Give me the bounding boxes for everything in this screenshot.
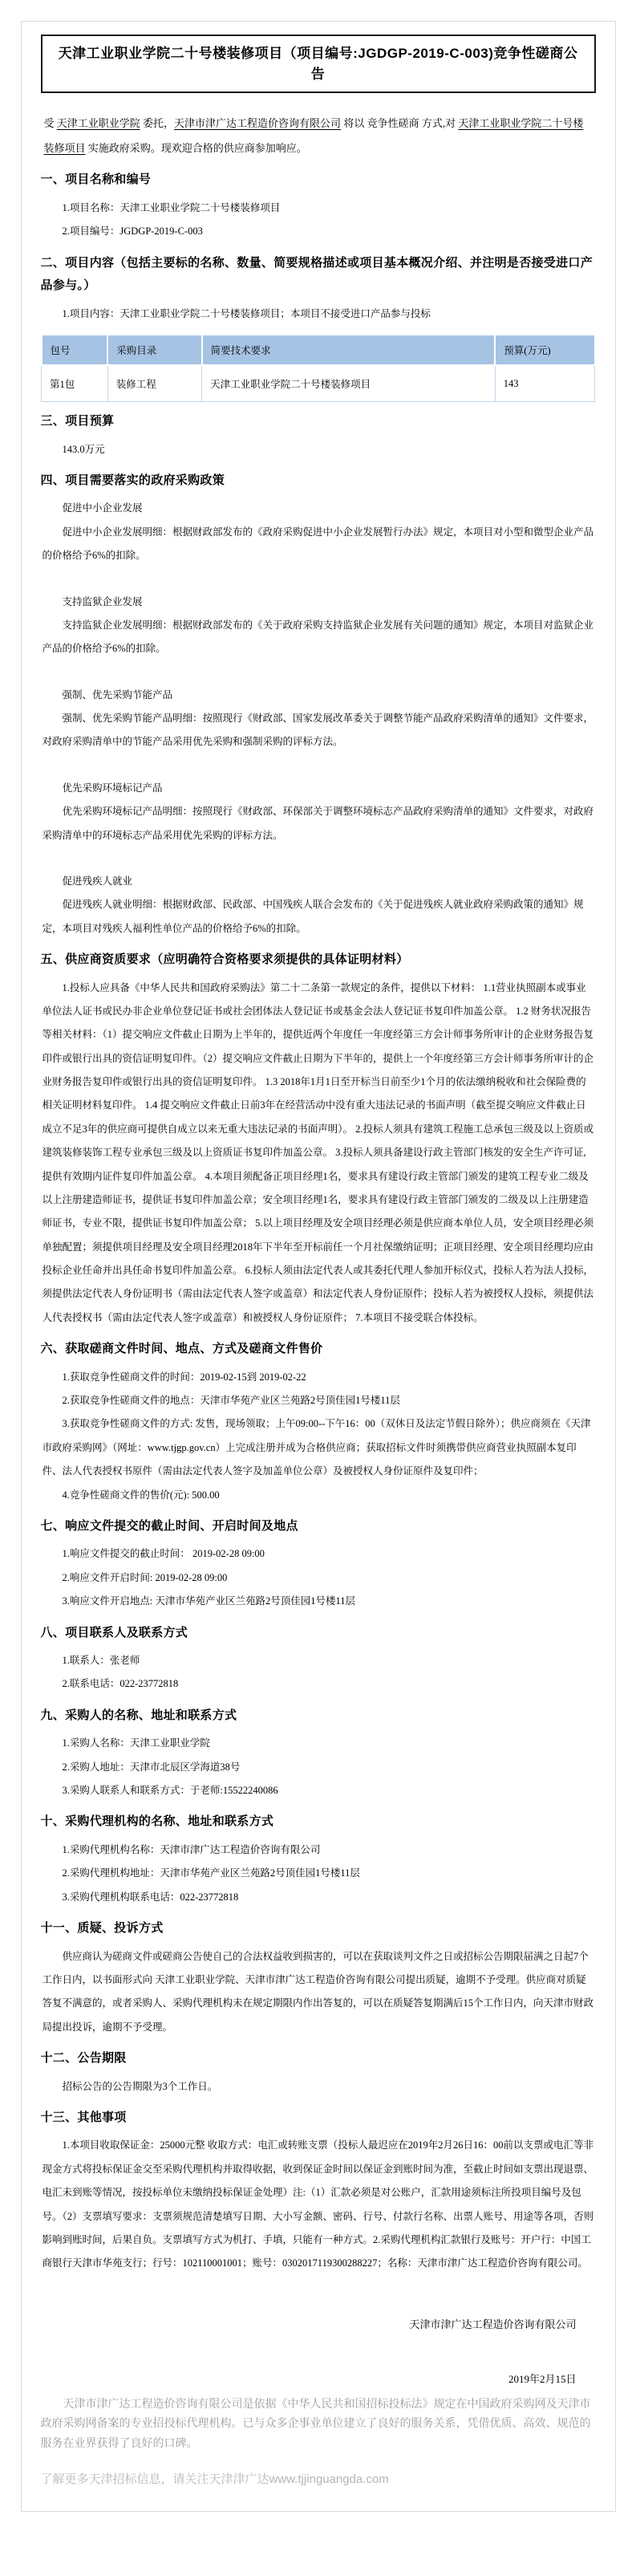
intro-text-1: 受 [43, 117, 57, 129]
paragraph: 1.本项目收取保证金：25000元整 收取方式：电汇或转账支票（投标人最迟应在2019年2月26日16：00前以支票或电汇等非现金方式将投标保证金交至采购代理机构并取得收据，收到保证金时间以保证金到账时间为准，至截止时间如支票出现退票、电汇未到账等情况，按投标单位未缴纳投标保证金处理）注:（1）汇款必须是对公账户，汇款用途须标注所投项目编号及包号。（2）支票填写要求：支票须规范清楚填写日期、大小写金额、密码、行号、付款行名称、出票人账号、用途等各项，否则影响到账时间，后果自负。支票填写方式为机打、手填，只能有一种方式。2.采购代理机构汇款银行及账号：开户行：中国工商银行天津市华苑支行；行号：102110001001；账号：0302017119300288227；名称：天津市津广达工程造价咨询有限公司。 [42, 2139, 594, 2269]
intro-text-2: 委托， [140, 117, 175, 129]
section-heading: 一、项目名称和编号 [40, 173, 152, 187]
paragraph: 招标公告的公告期限为3个工作日。 [62, 2080, 218, 2092]
section-purchaser-info [41, 1704, 596, 1803]
paragraph: 2.采购代理机构地址：天津市华苑产业区兰苑路2号顶佳园1号楼11层 [62, 1867, 360, 1879]
cell-requirements: 天津工业职业学院二十号楼装修项目 [202, 365, 496, 402]
paragraph: 1.联系人：张老师 [62, 1655, 140, 1666]
purchaser-name-underlined: 天津工业职业学院 [56, 117, 140, 129]
intro-paragraph [44, 111, 593, 160]
section-agency-info [41, 1810, 596, 1909]
cell-package: 第1包 [42, 365, 108, 402]
spacer [41, 661, 596, 684]
section-heading: 十二、公告期限 [40, 2051, 127, 2065]
intro-text-4: 实施政府采购。现欢迎合格的供应商参加响应。 [85, 142, 307, 155]
signature-agency: 天津市津广达工程造价咨询有限公司 [409, 2318, 577, 2330]
paragraph: 2.联系电话：022-23772818 [62, 1678, 179, 1690]
section-heading: 十、采购代理机构的名称、地址和联系方式 [40, 1814, 274, 1829]
section-announcement-period [41, 2047, 596, 2099]
paragraph: 1.项目名称：天津工业职业学院二十号楼装修项目 [62, 201, 281, 213]
section-heading: 四、项目需要落实的政府采购政策 [40, 473, 225, 487]
page-title: 天津工业职业学院二十号楼装修项目（项目编号:JGDGP-2019-C-003)竞争性磋商公告 [41, 35, 596, 93]
policy-name: 支持监狱企业发展 [62, 595, 143, 607]
section-budget [41, 410, 596, 461]
policy-name: 促进残疾人就业 [62, 875, 133, 887]
section-other-matters [41, 2107, 596, 2276]
signature-date: 2019年2月15日 [508, 2372, 577, 2385]
section-project-name [41, 169, 596, 243]
section-heading: 十三、其他事项 [40, 2110, 127, 2124]
col-header-budget: 预算(万元) [495, 335, 594, 365]
intro-text-3: 将以 竞争性磋商 方式,对 [341, 117, 459, 129]
paragraph: 3.采购代理机构联系电话：022-23772818 [62, 1891, 239, 1903]
section-project-content [41, 252, 596, 402]
section-supplier-qualifications [41, 949, 596, 1330]
policy-name: 促进中小企业发展 [62, 502, 143, 514]
section-heading: 六、获取磋商文件时间、地点、方式及磋商文件售价 [40, 1342, 323, 1356]
paragraph: 2.项目编号：JGDGP-2019-C-003 [62, 226, 203, 238]
paragraph: 1.采购代理机构名称：天津市津广达工程造价咨询有限公司 [62, 1843, 321, 1855]
col-header-package: 包号 [42, 335, 108, 365]
section-response-deadline [41, 1515, 596, 1614]
section-heading: 七、响应文件提交的截止时间、开启时间及地点 [40, 1518, 298, 1533]
section-heading: 九、采购人的名称、地址和联系方式 [40, 1708, 237, 1722]
paragraph: 143.0万元 [62, 443, 105, 455]
paragraph: 3.采购人联系人和联系方式：于老师:15522240086 [62, 1785, 278, 1796]
section-heading: 五、供应商资质要求（应明确符合资格要求须提供的具体证明材料） [40, 953, 409, 966]
announcement-document [21, 21, 616, 2512]
paragraph: 2.获取竞争性磋商文件的地点：天津市华苑产业区兰苑路2号顶佳园1号楼11层 [62, 1395, 400, 1406]
project-name-underlined: 天津工业职业学院二十号楼装修项目 [43, 117, 584, 155]
spacer [41, 754, 596, 777]
policy-detail: 促进中小企业发展明细：根据财政部发布的《政府采购促进中小企业发展暂行办法》规定，本项目对小型和微型企业产品的价格给予6%的扣除。 [42, 526, 594, 562]
agency-name-underlined: 天津市津广达工程造价咨询有限公司 [174, 117, 342, 129]
paragraph: 1.采购人名称：天津工业职业学院 [62, 1737, 210, 1749]
policy-name: 优先采购环境标记产品 [62, 782, 163, 794]
cell-budget: 143 [495, 365, 594, 402]
paragraph: 1.项目内容：天津工业职业学院二十号楼装修项目；本项目不接受进口产品参与投标 [62, 307, 431, 319]
paragraph: 2.采购人地址：天津市北辰区学海道38号 [62, 1761, 241, 1773]
spacer [41, 568, 596, 591]
table-header-row [42, 335, 595, 365]
paragraph: 1.投标人应具备《中华人民共和国政府采购法》第二十二条第一款规定的条件，提供以下材料： 1.1营业执照副本或事业单位法人证书或民办非企业单位登记证书或社会团体法人登记证书或基金会法人登记证书复印件加盖公章。 1.2 财务状况报告等相关材料：（1）提交响应文件截止日期为上半年的，提供近两个年度任一年度经第三方会计师事务所审计的企业财务报告复印件或银行出具的资信证明复印件。（2）提交响应文件截止日期为下半年的，提供上一个年度经第三方会计师事务所审计的企业财务报告复印件或银行出具的资信证明复印件。 1.3 2018年1月1日至开标当日前至少1个月的依法缴纳税收和社会保险费的相关证明材料复印件。 1.4 提交响应文件截止日前3年在经营活动中没有重大违法记录的书面声明（截至提交响应文件截止日成立不足3年的供应商可提供自成立以来无重大违法记录的书面声明）。 2.投标人须具有建筑工程施工总承包三级及以上资质或建筑装修装饰工程专业承包三级及以上资质证书复印件加盖公章。 3.投标人须具备建设行政主管部门核发的安全生产许可证, 提供有效期内证件复印件加盖公章。 4.本项目须配备正项目经理1名，要求具有建设行政主管部门颁发的建筑工程专业二级及以上注册建造师证书，提供证书复印件加盖公章；安全项目经理1名，要求具有建设行政主管部门颁发的二级及以上注册建造师证书，专业不限，提供证书复印件加盖公章； 5.以上项目经理及安全项目经理必须是供应商本单位人员，安全项目经理必须单独配置；须提供项目经理及安全项目经理2018年下半年至开标前任一个月社保缴纳证明；正项目经理、安全项目经理均应由投标企业任命并出具任命书复印件加盖公章。 6.投标人须由法定代表人或其委托代理人参加开标仪式，投标人若为法人投标，须提供法定代表人身份证明书（需由法定代表人签字或盖章）和法定代表人身份证原件；投标人若为被授权人投标，须提供法人代表授权书（需由法定代表人签字或盖章）和被授权人身份证原件； 7.本项目不接受联合体投标。 [42, 981, 594, 1323]
section-inquiry-complaint [41, 1917, 596, 2039]
paragraph: 4.竞争性磋商文件的售价(元): 500.00 [62, 1489, 220, 1501]
policy-detail: 促进残疾人就业明细：根据财政部、民政部、中国残疾人联合会发布的《关于促进残疾人就业政府采购政策的通知》规定，本项目对残疾人福利性单位产品的价格给予6%的扣除。 [42, 899, 584, 934]
paragraph: 3.响应文件开启地点: 天津市华苑产业区兰苑路2号顶佳园1号楼11层 [62, 1595, 356, 1607]
policy-detail: 优先采购环境标记产品明细：按照现行《财政部、环保部关于调整环境标志产品政府采购清单的通知》文件要求，对政府采购清单中的环境标志产品采用优先采购的评标方法。 [42, 806, 594, 841]
section-heading: 二、项目内容（包括主要标的名称、数量、简要规格描述或项目基本概况介绍、并注明是否接受进口产品参与。） [40, 255, 593, 293]
package-table [41, 334, 596, 402]
paragraph: 1.获取竞争性磋商文件的时间：2019-02-15到 2019-02-22 [62, 1371, 306, 1383]
section-document-acquisition [41, 1338, 596, 1507]
paragraph: 3.获取竞争性磋商文件的方式: 发售，现场领取；上午09:00--下午16：00（双休日及法定节假日除外）；供应商须在《天津市政府采购网》（网址：www.tjgp.gov.cn）上完成注册并成为合格供应商；获取招标文件时须携带供应商营业执照副本复印件、法人代表授权书原件（需由法定代表人签字及加盖单位公章）及被授权人身份证原件及复印件； [42, 1418, 591, 1477]
section-heading: 三、项目预算 [40, 414, 115, 428]
paragraph: 2.响应文件开启时间: 2019-02-28 09:00 [62, 1571, 228, 1583]
cell-catalog: 装修工程 [107, 365, 201, 402]
table-row [42, 365, 595, 402]
col-header-catalog: 采购目录 [107, 335, 201, 365]
section-heading: 十一、质疑、投诉方式 [40, 1921, 164, 1935]
paragraph: 供应商认为磋商文件或磋商公告使自己的合法权益收到损害的，可以在获取谈判文件之日或招标公告期限届满之日起7个工作日内，以书面形式向 天津工业职业学院、天津市津广达工程造价咨询有限公司提出质疑，逾期不予受理。供应商对质疑答复不满意的，或者采购人、采购代理机构未在规定期限内作出答复的，可以在质疑答复期满后15个工作日内，向天津市财政局提出投诉，逾期不予受理。 [42, 1950, 594, 2033]
section-procurement-policies [41, 469, 596, 941]
policy-detail: 强制、优先采购节能产品明细：按照现行《财政部、国家发展改革委关于调整节能产品政府采购清单的通知》文件要求，对政府采购清单中的节能产品采用优先采购和强制采购的评标方法。 [42, 713, 594, 748]
agency-about-text: 天津市津广达工程造价咨询有限公司是依据《中华人民共和国招标投标法》规定在中国政府采购网及天津市政府采购网备案的专业招投标代理机构。已与众多企事业单位建立了良好的服务关系，凭借优质、高效、规范的服务在业界获得了良好的口碑。 [40, 2396, 591, 2449]
policy-detail: 支持监狱企业发展明细：根据财政部发布的《关于政府采购支持监狱企业发展有关问题的通知》规定，本项目对监狱企业产品的价格给予6%的扣除。 [42, 619, 594, 655]
col-header-requirements: 简要技术要求 [202, 335, 496, 365]
paragraph: 1.响应文件提交的截止时间： 2019-02-28 09:00 [62, 1548, 265, 1560]
policy-name: 强制、优先采购节能产品 [62, 689, 173, 701]
more-info-text: 了解更多天津招标信息，请关注天津津广达www.tjjinguangda.com [40, 2472, 389, 2487]
section-project-contact [41, 1622, 596, 1696]
spacer [41, 847, 596, 870]
section-heading: 八、项目联系人及联系方式 [40, 1625, 188, 1639]
